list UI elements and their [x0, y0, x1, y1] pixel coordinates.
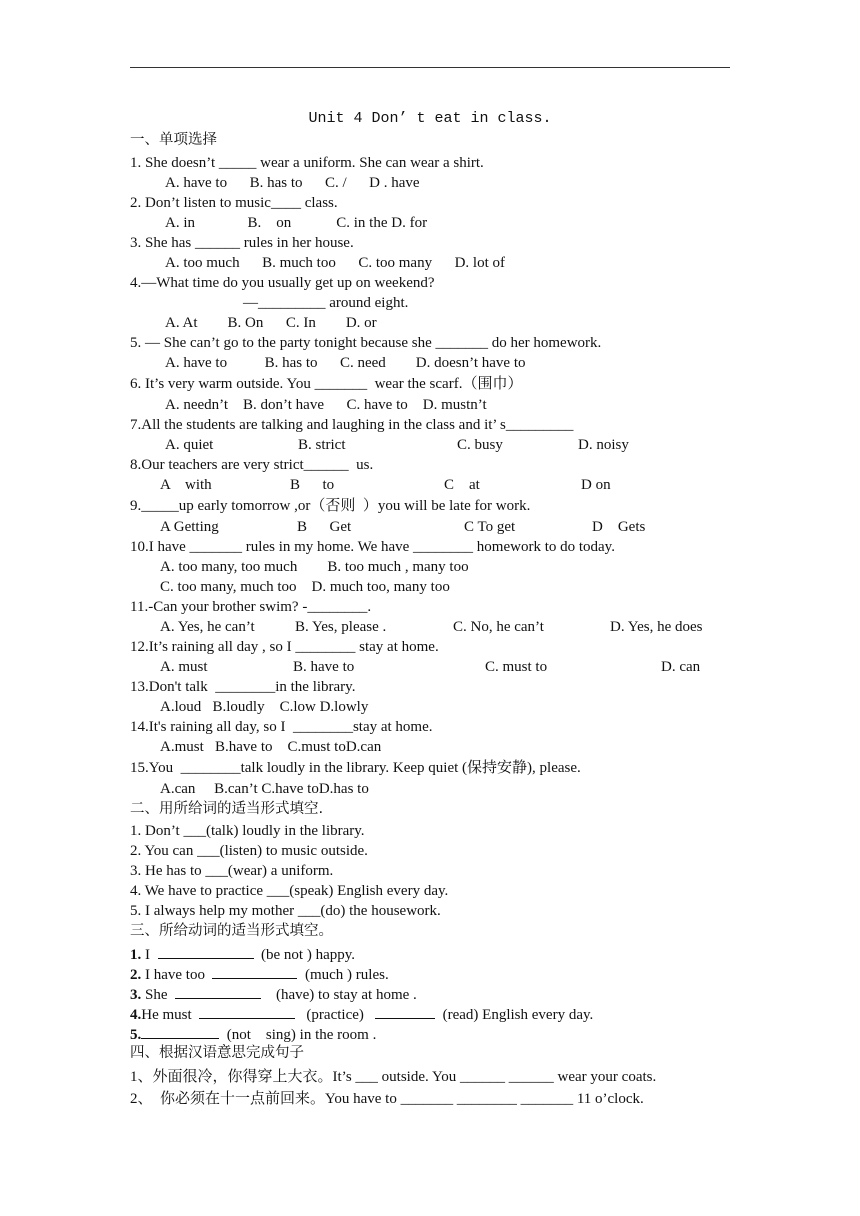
question-8: 8.Our teachers are very strict______ us.: [130, 457, 374, 473]
question-11-option-b: B. Yes, please .: [295, 619, 387, 635]
question-2-options: A. in B. on C. in the D. for: [165, 215, 428, 231]
answer-blank: [212, 964, 297, 979]
question-7-option-b: B. strict: [298, 437, 346, 453]
question-8-option-a: A with: [160, 477, 212, 493]
verb-form-2: [130, 964, 389, 984]
fill-in-3: 3. He has to ___(wear) a uniform.: [130, 863, 334, 879]
verb-form-2-number: 2.: [130, 967, 142, 983]
question-7-option-a: A. quiet: [165, 437, 214, 453]
header-rule: [130, 67, 730, 68]
question-3-options: A. too much B. much too C. too many D. lot of: [165, 255, 505, 271]
question-11-option-a: A. Yes, he can’t: [160, 619, 255, 635]
question-1-options: A. have to B. has to C. / D . have: [165, 175, 420, 191]
question-8-option-b: B to: [290, 477, 335, 493]
question-12-option-c: C. must to: [485, 659, 548, 675]
verb-form-3-tail: (have) to stay at home .: [276, 987, 417, 1003]
section-heading-4: 四、根据汉语意思完成句子: [130, 1045, 304, 1061]
section-heading-2: 二、用所给词的适当形式填空.: [130, 801, 324, 817]
verb-form-2-tail: (much ) rules.: [304, 967, 389, 983]
question-10: 10.I have _______ rules in my home. We have ________ homework to do today.: [130, 539, 615, 555]
question-13: 13.Don't talk ________in the library.: [130, 679, 356, 695]
question-4-answer-line: —_________ around eight.: [243, 295, 409, 311]
verb-form-3-number: 3.: [130, 987, 142, 1003]
question-14-options: A.must B.have to C.must toD.can: [160, 739, 382, 755]
verb-form-4-tail: (read) English every day.: [442, 1007, 594, 1023]
verb-form-5-tail: (not sing) in the room .: [226, 1027, 377, 1043]
question-9-option-c: C To get: [464, 519, 516, 535]
translation-1: 1、外面很冷，你得穿上大衣。It’s ___ outside. You ______ ______ wear your coats.: [130, 1069, 657, 1085]
question-7-option-c: C. busy: [457, 437, 503, 453]
question-9-option-d: D Gets: [592, 519, 646, 535]
question-10-options-ab: A. too many, too much B. too much , many too: [160, 559, 469, 575]
verb-form-1-number: 1.: [130, 947, 142, 963]
question-7: 7.All the students are talking and laughing in the class and it’ s_________: [130, 417, 574, 433]
fill-in-5: 5. I always help my mother ___(do) the housework.: [130, 903, 441, 919]
question-11: 11.-Can your brother swim? -________.: [130, 599, 372, 615]
question-9-option-a: A Getting: [160, 519, 219, 535]
question-15-options: A.can B.can’t C.have toD.has to: [160, 781, 369, 797]
question-7-option-d: D. noisy: [578, 437, 629, 453]
question-2: 2. Don’t listen to music____ class.: [130, 195, 338, 211]
verb-form-4-lead: He must: [141, 1007, 192, 1023]
question-5: 5. — She can’t go to the party tonight because she _______ do her homework.: [130, 335, 602, 351]
verb-form-1: [130, 944, 355, 964]
worksheet-title: Unit 4 Don’ t eat in class.: [308, 110, 552, 127]
question-8-option-c: C at: [444, 477, 480, 493]
verb-form-3: [130, 984, 417, 1004]
section-heading-3: 三、所给动词的适当形式填空。: [130, 923, 333, 939]
verb-form-5: [130, 1024, 376, 1044]
question-14: 14.It's raining all day, so I ________stay at home.: [130, 719, 433, 735]
question-13-options: A.loud B.loudly C.low D.lowly: [160, 699, 369, 715]
answer-blank: [199, 1004, 295, 1019]
question-11-option-d: D. Yes, he does: [610, 619, 703, 635]
section-heading-1: 一、单项选择: [130, 132, 217, 148]
question-12: 12.It’s raining all day , so I ________ stay at home.: [130, 639, 439, 655]
fill-in-1: 1. Don’t ___(talk) loudly in the library.: [130, 823, 365, 839]
verb-form-4: [130, 1004, 593, 1024]
question-1: 1. She doesn’t _____ wear a uniform. She can wear a shirt.: [130, 155, 484, 171]
answer-blank: [141, 1024, 219, 1039]
question-9: 9._____up early tomorrow ,or（否则 ）you will be late for work.: [130, 498, 531, 514]
verb-form-2-lead: I have too: [145, 967, 205, 983]
answer-blank: [175, 984, 261, 999]
fill-in-4: 4. We have to practice ___(speak) English every day.: [130, 883, 449, 899]
verb-form-1-tail: (be not ) happy.: [261, 947, 355, 963]
question-12-option-d: D. can: [661, 659, 701, 675]
question-15: 15.You ________talk loudly in the library. Keep quiet (保持安静), please.: [130, 760, 581, 776]
answer-blank: [375, 1004, 435, 1019]
question-3: 3. She has ______ rules in her house.: [130, 235, 354, 251]
fill-in-2: 2. You can ___(listen) to music outside.: [130, 843, 368, 859]
question-4: 4.—What time do you usually get up on weekend?: [130, 275, 435, 291]
question-12-option-b: B. have to: [293, 659, 355, 675]
question-5-options: A. have to B. has to C. need D. doesn’t have to: [165, 355, 526, 371]
translation-2: 2、 你必须在十一点前回来。You have to _______ ________ _______ 11 o’clock.: [130, 1091, 644, 1107]
verb-form-5-number: 5.: [130, 1027, 142, 1043]
verb-form-1-lead: I: [145, 947, 150, 963]
question-9-option-b: B Get: [297, 519, 352, 535]
verb-form-4-mid: (practice): [306, 1007, 364, 1023]
question-6-options: A. needn’t B. don’t have C. have to D. mustn’t: [165, 397, 487, 413]
verb-form-3-lead: She: [145, 987, 168, 1003]
question-12-option-a: A. must: [160, 659, 208, 675]
question-6: 6. It’s very warm outside. You _______ wear the scarf.（围巾）: [130, 376, 523, 392]
question-8-option-d: D on: [581, 477, 611, 493]
question-4-options: A. At B. On C. In D. or: [165, 315, 377, 331]
question-10-options-cd: C. too many, much too D. much too, many too: [160, 579, 450, 595]
question-11-option-c: C. No, he can’t: [453, 619, 544, 635]
verb-form-4-number: 4.: [130, 1007, 142, 1023]
answer-blank: [158, 944, 254, 959]
